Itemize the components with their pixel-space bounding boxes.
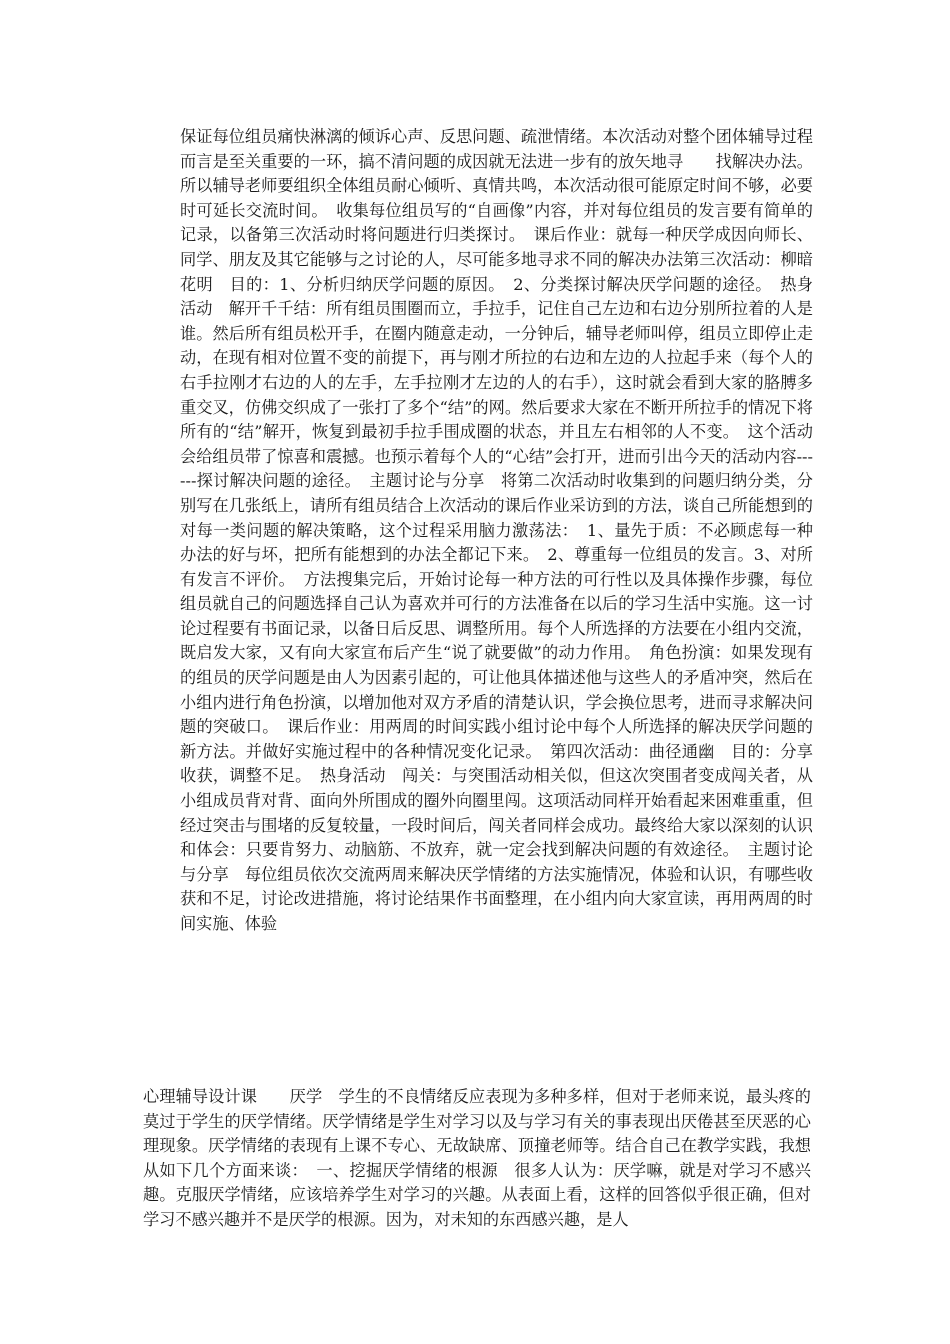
body-paragraph-lower: 心理辅导设计课 厌学 学生的不良情绪反应表现为多种多样，但对于老师来说，最头疼的莫过于学生的厌学情绪。厌学情绪是学生对学习以及与学习有关的事表现出厌倦甚至厌恶的心理现象。厌学情绪的表现有上课不专心、无故缺席、顶撞老师等。结合自己在教学实践，我想从如下几个方面来谈： 一、挖掘厌学情绪的根源 很多人认为：厌学嘛，就是对学习不感兴趣。克服厌学情绪，应该培养学生对学习的兴趣。从表面上看，这样的回答似乎很正确，但对学习不感兴趣并不是厌学的根源。因为，对未知的东西感兴趣，是人 — [143, 1087, 811, 1229]
body-paragraph-upper: 保证每位组员痛快淋漓的倾诉心声、反思问题、疏泄情绪。本次活动对整个团体辅导过程而言是至关重要的一环，搞不清问题的成因就无法进一步有的放矢地寻 找解决办法。所以辅导老师要组织全体组员耐心倾听、真情共鸣，本次活动很可能原定时间不够，必要时可延长交流时间。 收集每位组员写的“自画像”内容，并对每位组员的发言要有简单的记录，以备第三次活动时将问题进行归类探讨。 课后作业：就每一种厌学成因向师长、同学、朋友及其它能够与之讨论的人，尽可能多地寻求不同的解决办法第三次活动：柳暗花明 目的：1、分析归纳厌学问题的原因。 2、分类探讨解决厌学问题的途径。 热身活动 解开千千结：所有组员围圈而立，手拉手，记住自己左边和右边分别所拉着的人是谁。然后所有组员松开手，在圈内随意走动，一分钟后，辅导老师叫停，组员立即停止走动，在现有相对位置不变的前提下，再与刚才所拉的右边和左边的人拉起手来（每个人的右手拉刚才右边的人的左手，左手拉刚才左边的人的右手），这时就会看到大家的胳膊多重交叉，仿佛交织成了一张打了多个“结”的网。然后要求大家在不断开所拉手的情况下将所有的“结”解开，恢复到最初手拉手围成圈的状态，并且左右相邻的人不变。 这个活动会给组员带了惊喜和震撼。也预示着每个人的“心结”会打开，进而引出今天的活动内容------探讨解决问题的途径。 主题讨论与分享 将第二次活动时收集到的问题归纳分类，分别写在几张纸上，请所有组员结合上次活动的课后作业采访到的方法，谈自己所能想到的对每一类问题的解决策略，这个过程采用脑力激荡法： 1、量先于质：不必顾虑每一种办法的好与坏，把所有能想到的办法全都记下来。 2、尊重每一位组员的发言。3、对所有发言不评价。 方法搜集完后，开始讨论每一种方法的可行性以及具体操作步骤，每位组员就自己的问题选择自己认为喜欢并可行的方法准备在以后的学习生活中实施。这一讨论过程要有书面记录，以备日后反思、调整所用。每个人所选择的方法要在小组内交流，既启发大家，又有向大家宣布后产生“说了就要做”的动力作用。 角色扮演：如果发现有的组员的厌学问题是由人为因素引起的，可让他具体描述他与这些人的矛盾冲突，然后在小组内进行角色扮演，以增加他对双方矛盾的清楚认识，学会换位思考，进而寻求解决问题的突破口。 课后作业：用两周的时间实践小组讨论中每个人所选择的解决厌学问题的新方法。并做好实施过程中的各种情况变化记录。 第四次活动：曲径通幽 目的：分享收获，调整不足。 热身活动 闯关：与突围活动相关似，但这次突围者变成闯关者，从小组成员背对背、面向外所围成的圈外向圈里闯。这项活动同样开始看起来困难重重，但经过突击与围堵的反复较量，一段时间后，闯关者同样会成功。最终给大家以深刻的认识和体会：只要肯努力、动脑筋、不放弃，就一定会找到解决问题的有效途径。 主题讨论与分享 每位组员依次交流两周来解决厌学情绪的方法实施情况，体验和认识，有哪些收获和不足，讨论改进措施，将讨论结果作书面整理，在小组内向大家宣读，再用两周的时间实施、体验 — [180, 127, 813, 933]
